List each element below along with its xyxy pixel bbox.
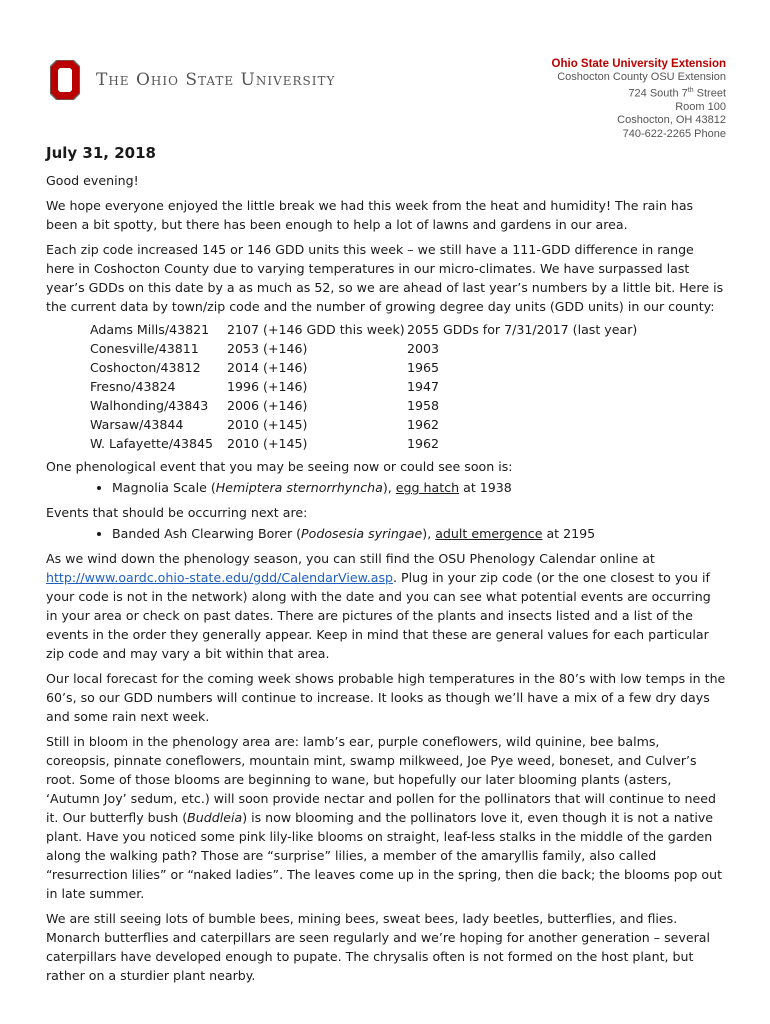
event-close: ), [422,526,436,541]
gdd-current-cell: 2053 (+146) [227,341,308,356]
paragraph-gdd: Each zip code increased 145 or 146 GDD units this week – we still have a 111-GDD difference in range here in Coshocton County due to varying temperatures in our micro-climates. We have surpassed last year’s GDDs on this date by a as much as 52, so we are ahead of last year’s numbers by a little bit. Here is the current data by town/zip code and the number of growing degree day units (GDD units) in our county: [46,242,724,314]
calendar-text-b: . Plug in your zip code (or the one closest to you if your code is not in the network) along with the date and you can see what potential events are occurring in your area or check on past dates. There are pictures of the plants and insects listed and a list of the events in the order they generally appear. Keep in mind that these are general values for each particular zip code and may vary a bit within that area. [46,570,711,661]
event-name: Banded Ash Clearwing Borer ( [112,526,302,541]
bloom-text-a: Still in bloom in the phenology area are: lamb’s ear, purple coneflowers, wild quinine, bee balms, coreopsis, pinnate coneflowers, mountain mint, swamp milkweed, Joe Pye weed, boneset, and Culver’s root. Some of those blooms are beginning to wane, but hopefully our later blooming plants (asters, ‘Autumn Joy’ sedum, etc.) will soon provide nectar and pollen for the pollinators that will continue to need it. Our butterfly bush ( [46,734,716,825]
calendar-link[interactable]: http://www.oardc.ohio-state.edu/gdd/CalendarView.asp [46,570,394,585]
town-zip-cell: Fresno/43824 [90,379,176,394]
gdd-current-cell: 2010 (+145) [227,436,308,451]
event-gdd: at 2195 [542,526,596,541]
extension-name: Ohio State University Extension [551,58,726,70]
paragraph-bloom [46,732,726,903]
event-name: Magnolia Scale ( [112,480,216,495]
city-state-zip: Coshocton, OH 43812 [617,114,726,127]
table-row [90,377,637,396]
gdd-last-year-cell: 1962 [407,417,440,432]
gdd-current-cell: 2006 (+146) [227,398,308,413]
calendar-text-a: As we wind down the phenology season, you can still find the OSU Phenology Calendar online at [46,551,655,566]
town-zip-cell: W. Lafayette/43845 [90,436,214,451]
phone: 740-622-2265 Phone [622,127,726,140]
town-zip-cell: Warsaw/43844 [90,417,184,432]
event-latin: Podosesia syringae [301,526,423,541]
table-row [90,358,637,377]
gdd-last-year-cell: 1947 [407,379,440,394]
osu-logo [50,60,335,100]
gdd-last-year-cell: 1958 [407,398,440,413]
letter-body [46,144,726,991]
paragraph-insects: We are still seeing lots of bumble bees, mining bees, sweat bees, lady beetles, butterflies, and flies. Monarch butterflies and caterpillars are seen regularly and we’re hoping for another generation – several caterpillars have developed enough to pupate. The chrysalis often is not formed on the host plant, but rather on a sturdier plant nearby. [46,911,710,983]
bloom-text-b: ) is now blooming and the pollinators love it, even though it is not a native plant. Have you noticed some pink lily-like blooms on straight, leaf-less stalks in the middle of the garden along the walking path? Those are “surprise” lilies, a member of the amaryllis family, also called “resurrection lilies” or “naked ladies”. The leaves come up in the spring, then die back; the blooms pop out in late summer. [46,810,723,901]
event-close: ), [382,480,396,495]
gdd-table [90,320,637,453]
pheno-list [46,478,726,497]
gdd-current-cell: 2010 (+145) [227,417,308,432]
event-stage: adult emergence [435,526,543,541]
paragraph-intro: We hope everyone enjoyed the little break we had this week from the heat and humidity! The rain has been a bit spotty, but there has been enough to help a lot of lawns and gardens in our area. [46,198,694,232]
town-zip-cell: Coshocton/43812 [90,360,201,375]
block-o-logo-icon [50,60,80,100]
paragraph-forecast: Our local forecast for the coming week shows probable high temperatures in the 80’s with low temps in the 60’s, so our GDD numbers will continue to increase. It looks as though we’ll have a mix of a few dry days and some rain next week. [46,671,726,724]
paragraph-calendar [46,549,726,663]
gdd-current-cell: 1996 (+146) [227,379,308,394]
table-row [90,339,637,358]
event-gdd: at 1938 [459,480,512,495]
street-number: 724 South 7 [628,88,688,101]
letter-date: July 31, 2018 [46,144,156,162]
event-stage: egg hatch [395,480,460,495]
street-address [552,84,726,101]
next-list [46,524,726,543]
bloom-latin: Buddleia [187,810,243,825]
pheno-intro: One phenological event that you may be seeing now or could see soon is: [46,459,513,474]
address-block [552,58,726,141]
list-item [112,478,726,497]
list-item [112,524,726,543]
town-zip-cell: Adams Mills/43821 [90,322,210,337]
street-suffix: th [687,87,694,95]
gdd-current-cell: 2014 (+146) [227,360,308,375]
street-name: Street [693,88,726,101]
gdd-last-year-cell: 2055 GDDs for 7/31/2017 (last year) [407,322,638,337]
greeting: Good evening! [46,173,139,188]
office-name: Coshocton County OSU Extension [557,71,726,84]
gdd-current-cell: 2107 (+146 GDD this week) [227,322,405,337]
university-name: The Ohio State University [96,70,336,90]
gdd-last-year-cell: 2003 [407,341,440,356]
room: Room 100 [675,101,726,114]
event-latin: Hemiptera sternorrhyncha [215,480,383,495]
gdd-last-year-cell: 1965 [407,360,440,375]
town-zip-cell: Walhonding/43843 [90,398,209,413]
gdd-last-year-cell: 1962 [407,436,440,451]
town-zip-cell: Conesville/43811 [90,341,199,356]
next-intro: Events that should be occurring next are: [46,505,308,520]
table-row [90,434,637,453]
table-row [90,320,637,339]
table-row [90,415,637,434]
table-row [90,396,637,415]
